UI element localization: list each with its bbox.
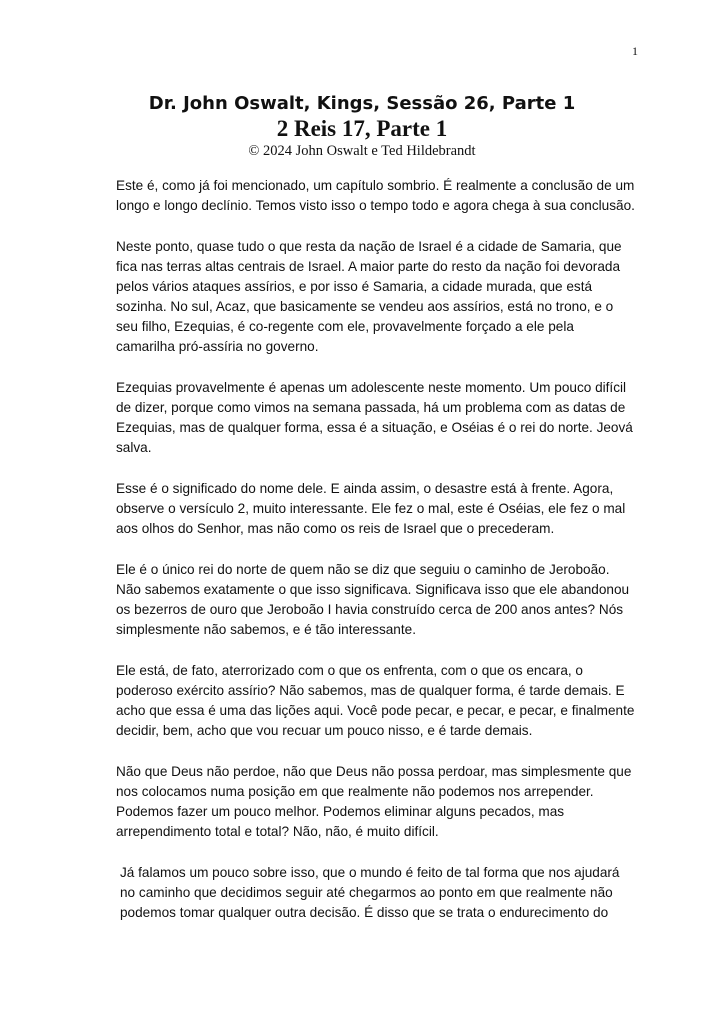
- document-body: [116, 176, 636, 944]
- copyright-line: © 2024 John Oswalt e Ted Hildebrandt: [248, 143, 476, 159]
- document-title: Dr. John Oswalt, Kings, Sessão 26, Parte 1: [148, 93, 576, 114]
- paragraph-6: Ele está, de fato, aterrorizado com o que os enfrenta, com o que os encara, o poderoso exército assírio? Não sabemos, mas de qualquer forma, é tarde demais. E acho que essa é uma das lições aqui. Você pode pecar, e pecar, e pecar, e finalmente decidir, bem, acho que vou recuar um pouco nisso, e é tarde demais.: [116, 663, 635, 738]
- paragraph-8: Já falamos um pouco sobre isso, que o mundo é feito de tal forma que nos ajudará no caminho que decidimos seguir até chegarmos ao ponto em que realmente não podemos tomar qualquer outra decisão. É disso que se trata o endurecimento do: [120, 865, 620, 920]
- document-subtitle: 2 Reis 17, Parte 1: [276, 116, 448, 141]
- document-header: [0, 92, 724, 160]
- paragraph-4: Esse é o significado do nome dele. E ainda assim, o desastre está à frente. Agora, observe o versículo 2, muito interessante. Ele fez o mal, este é Oséias, ele fez o mal aos olhos do Senhor, mas não como os reis de Israel que o precederam.: [116, 481, 626, 536]
- page-number: 1: [632, 44, 638, 58]
- paragraph-5: Ele é o único rei do norte de quem não se diz que seguiu o caminho de Jeroboão. Não sabemos exatamente o que isso significava. Significava isso que ele abandonou os bezerros de ouro que Jeroboão I havia construído cerca de 200 anos antes? Nós simplesmente não sabemos, e é tão interessante.: [116, 562, 630, 637]
- paragraph-1: Este é, como já foi mencionado, um capítulo sombrio. É realmente a conclusão de um longo e longo declínio. Temos visto isso o tempo todo e agora chega à sua conclusão.: [116, 178, 635, 213]
- paragraph-2: Neste ponto, quase tudo o que resta da nação de Israel é a cidade de Samaria, que fica nas terras altas centrais de Israel. A maior parte do resto da nação foi devorada pelos vários ataques assírios, e por isso é Samaria, a cidade murada, que está sozinha. No sul, Acaz, que basicamente se vendeu aos assírios, está no trono, e o seu filho, Ezequias, é co-regente com ele, provavelmente forçado a ele pela camarilha pró-assíria no governo.: [116, 239, 622, 354]
- paragraph-3: Ezequias provavelmente é apenas um adolescente neste momento. Um pouco difícil de dizer, porque como vimos na semana passada, há um problema com as datas de Ezequias, mas de qualquer forma, essa é a situação, e Oséias é o rei do norte. Jeová salva.: [116, 380, 633, 455]
- paragraph-7: Não que Deus não perdoe, não que Deus não possa perdoar, mas simplesmente que nos colocamos numa posição em que realmente não podemos nos arrepender. Podemos fazer um pouco melhor. Podemos eliminar alguns pecados, mas arrependimento total e total? Não, não, é muito difícil.: [116, 764, 632, 839]
